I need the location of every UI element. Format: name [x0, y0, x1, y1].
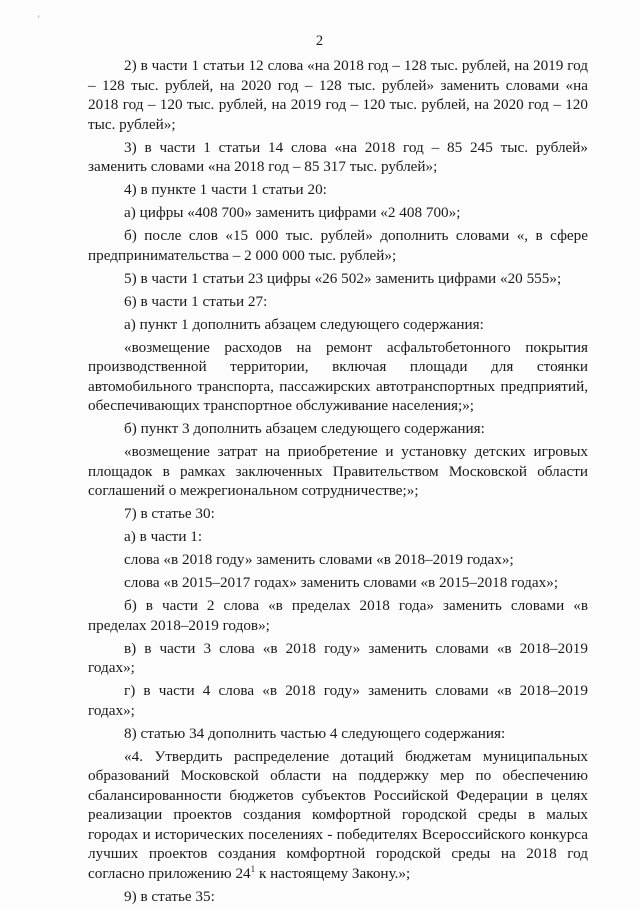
paragraph-item-9: 9) в статье 35: [124, 887, 215, 905]
paragraph-item-6b: б) пункт 3 дополнить абзацем следующего содержания: [124, 420, 485, 437]
paragraph-item-7b: б) в части 2 слова «в пределах 2018 года» заменить словами «в пределах 2018–2019 годов»; [88, 597, 588, 634]
paragraph-quote-6a: «возмещение расходов на ремонт асфальтобетонного покрытия производственной территории, включая площади для стоянки автомобильного транспорта, пассажирских автотранспортных предприятий, обеспечивающих транспортное обслуживание населения;»; [88, 338, 588, 414]
paragraph-item-4a: а) цифры «408 700» заменить цифрами «2 408 700»; [124, 204, 461, 221]
quote-8-tail: к настоящему Закону.»; [255, 864, 411, 882]
document-body [88, 56, 588, 910]
paragraph-item-3: 3) в части 1 статьи 14 слова «на 2018 год – 85 245 тыс. рублей» заменить словами «на 2018 год – 85 317 тыс. рублей»; [88, 138, 588, 175]
paragraph-item-7v: в) в части 3 слова «в 2018 году» заменить словами «в 2018–2019 годах»; [88, 639, 588, 676]
paragraph-item-7a-1: слова «в 2018 году» заменить словами «в 2018–2019 годах»; [124, 551, 514, 568]
paragraph-item-6a: а) пункт 1 дополнить абзацем следующего содержания: [124, 315, 484, 333]
paragraph-item-2: 2) в части 1 статьи 12 слова «на 2018 год – 128 тыс. рублей, на 2019 год – 128 тыс. рублей, на 2020 год – 128 тыс. рублей» заменить словами «на 2018 год – 120 тыс. рублей, на 2019 год – 120 тыс. рублей, на 2020 год – 120 тыс. рублей»; [88, 57, 588, 133]
scan-artifact-mark: ' [38, 14, 40, 24]
paragraph-item-7a: а) в части 1: [124, 528, 203, 545]
paragraph-item-6: 6) в части 1 статьи 27: [124, 292, 268, 310]
paragraph-item-5: 5) в части 1 статьи 23 цифры «26 502» заменить цифрами «20 555»; [124, 269, 562, 287]
paragraph-item-7: 7) в статье 30: [124, 505, 215, 522]
paragraph-item-8: 8) статью 34 дополнить частью 4 следующего содержания: [124, 724, 506, 742]
paragraph-item-4b: б) после слов «15 000 тыс. рублей» дополнить словами «, в сфере предпринимательства – 2 000 000 тыс. рублей»; [88, 227, 588, 264]
page-number: 2 [315, 33, 324, 49]
paragraph-quote-6b: «возмещение затрат на приобретение и установку детских игровых площадок в рамках заключенных Правительством Московской области соглашений о межрегиональном сотрудничестве;»; [88, 443, 588, 499]
paragraph-quote-8 [88, 747, 588, 884]
quote-8-text: «4. Утвердить распределение дотаций бюджетам муниципальных образований Московской области на поддержку мер по обеспечению сбалансированности бюджетов субъектов Российской Федерации в целях реализации проектов создания комфортной городской среды в малых городах и исторических поселениях - победителях Всероссийского конкурса лучших проектов создания комфортной городской среды на 2018 год согласно приложению 24 [88, 747, 588, 882]
paragraph-item-7g: г) в части 4 слова «в 2018 году» заменить словами «в 2018–2019 годах»; [88, 682, 588, 719]
superscript-1: 1 [250, 863, 256, 874]
paragraph-item-4: 4) в пункте 1 части 1 статьи 20: [124, 181, 327, 198]
paragraph-item-7a-2: слова «в 2015–2017 годах» заменить словами «в 2015–2018 годах»; [124, 574, 559, 591]
